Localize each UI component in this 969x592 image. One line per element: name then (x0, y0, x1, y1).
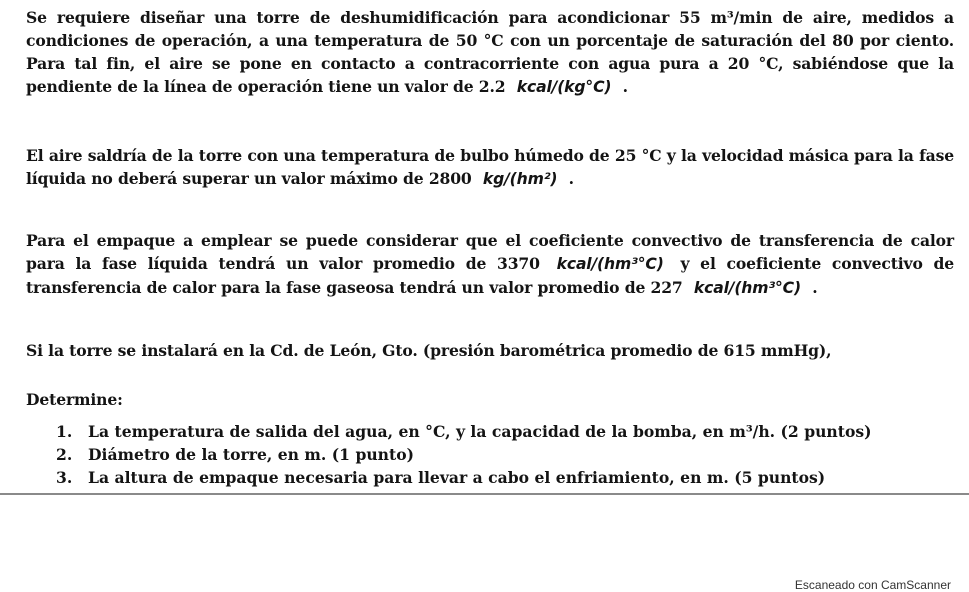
scanner-watermark: Escaneado con CamScanner (794, 578, 951, 592)
question-text: La altura de empaque necesaria para llevar a cabo el enfriamiento, en m. (5 puntos) (88, 468, 826, 487)
gas-coefficient-unit: kcal/(hm³°C) (693, 279, 801, 297)
mass-velocity-unit: kg/(hm²) (482, 170, 558, 188)
slope-unit: kcal/(kg°C) (516, 78, 612, 96)
paragraph-3-end: . (812, 278, 818, 297)
question-number: 1. (56, 422, 73, 441)
paragraph-1-text: Se requiere diseñar una torre de deshumidificación para acondicionar 55 m³/min de aire, medidos a condiciones de operación, a una temperatura de 50 °C con un porcentaje de saturación del 80 por ciento. Para tal fin, el aire se pone en contacto a contracorriente con agua pura a 20 °C, sabiéndose que la pendiente de la línea de operación tiene un valor de 2.2 (26, 8, 954, 96)
question-item (56, 466, 872, 489)
determine-heading: Determine: (26, 390, 123, 409)
problem-paragraph-4: Si la torre se instalará en la Cd. de León, Gto. (presión barométrica promedio de 615 mmHg), (26, 341, 832, 360)
paragraph-3-text: Para el empaque a emplear se puede considerar que el coeficiente convectivo de transferencia de calor para la fase líquida tendrá un valor promedio de 3370 (26, 231, 954, 273)
paragraph-2-end: . (568, 169, 574, 188)
paragraph-2-text: El aire saldría de la torre con una temperatura de bulbo húmedo de 25 °C y la velocidad másica para la fase líquida no deberá superar un valor máximo de 2800 (26, 146, 954, 188)
problem-paragraph-1 (26, 6, 954, 99)
paragraph-3-middle: y el coeficiente convectivo de transferencia de calor para la fase gaseosa tendrá un valor promedio de 227 (26, 254, 955, 297)
question-item (56, 443, 872, 466)
problem-paragraph-2 (26, 144, 954, 191)
question-text: La temperatura de salida del agua, en °C, y la capacidad de la bomba, en m³/h. (2 puntos) (88, 422, 872, 441)
problem-paragraph-3 (26, 229, 954, 300)
question-item (56, 420, 872, 443)
question-number: 3. (56, 468, 73, 487)
page-edge-line (0, 493, 969, 495)
liquid-coefficient-unit: kcal/(hm³°C) (556, 255, 664, 273)
questions-list (56, 420, 872, 489)
paragraph-1-end: . (622, 77, 628, 96)
question-number: 2. (56, 445, 73, 464)
question-text: Diámetro de la torre, en m. (1 punto) (88, 445, 415, 464)
